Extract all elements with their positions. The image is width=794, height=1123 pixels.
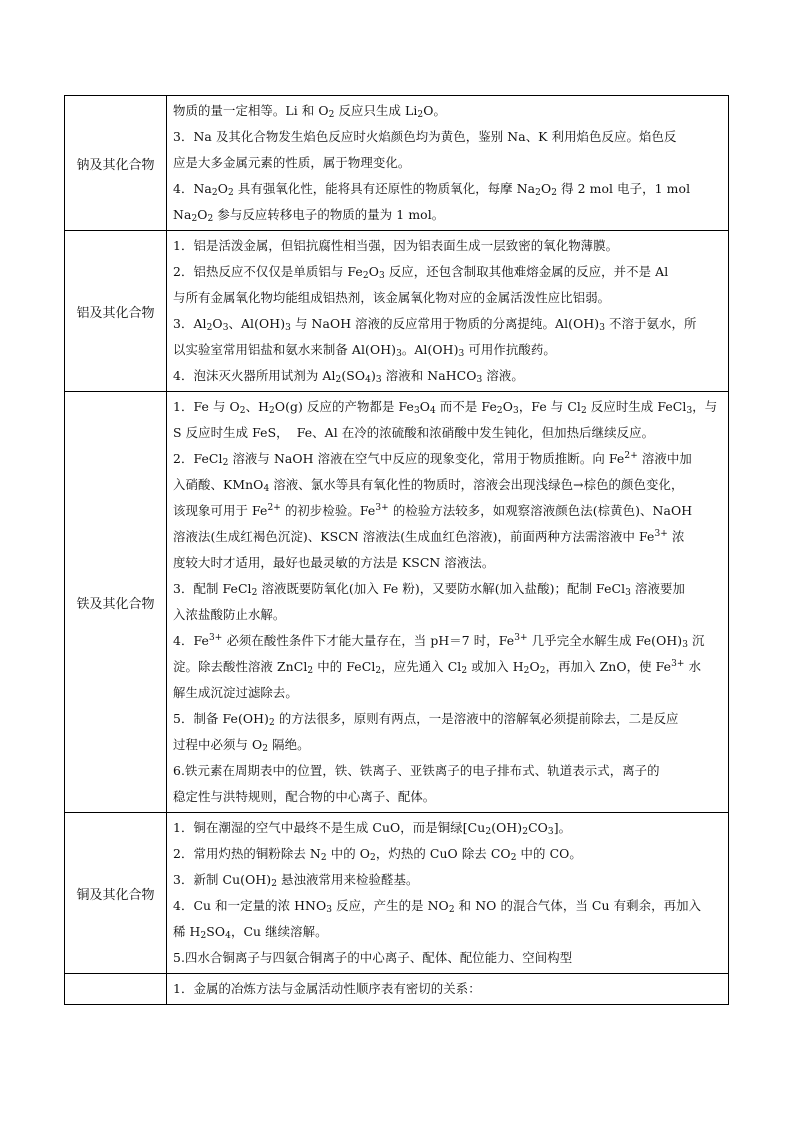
- content-line: 5.四水合铜离子与四氨合铜离子的中心离子、配体、配位能力、空间构型: [173, 950, 573, 965]
- content-line: 1．铝是活泼金属，但铝抗腐性相当强，因为铝表面生成一层致密的氧化物薄膜。: [173, 238, 619, 253]
- content-line: 溶液法(生成红褐色沉淀)、KSCN 溶液法(生成血红色溶液)，前面两种方法需溶液中 $Fe^{3+}$ 浓: [173, 529, 685, 544]
- content-line: 4．泡沫灭火器所用试剂为 $Al_2(SO_4)_3$ 溶液和 NaHCO$_3$ 溶液。: [173, 368, 524, 385]
- category-cell: 钠及其化合物: [65, 96, 167, 231]
- content-line: 稀 $H_2SO_4$，Cu 继续溶解。: [173, 924, 328, 941]
- content-line: 4．Cu 和一定量的浓 $HNO_3$ 反应，产生的是 $NO_2$ 和 NO 的混合气体，当 Cu 有剩余，再加入: [173, 898, 702, 915]
- table-body: [65, 96, 729, 1005]
- knowledge-table: [64, 95, 729, 1005]
- content-line: 2．铝热反应不仅仅是单质铝与 $Fe_2O_3$ 反应，还包含制取其他难熔金属的反应，并不是 Al: [173, 264, 669, 281]
- content-line: S 反应时生成 FeS， Fe、Al 在冷的浓硫酸和浓硝酸中发生钝化，但加热后继续反应。: [173, 425, 655, 440]
- content-line: 6.铁元素在周期表中的位置，铁、铁离子、亚铁离子的电子排布式、轨道表示式，离子的: [173, 763, 660, 778]
- content-line: 应是大多金属元素的性质，属于物理变化。: [173, 155, 411, 170]
- content-cell: [167, 96, 729, 231]
- table-row: [65, 96, 729, 231]
- category-cell: 铝及其化合物: [65, 231, 167, 392]
- content-line: 淀。除去酸性溶液 ZnCl$_2$ 中的 FeCl$_2$，应先通入 $Cl_2$ 或加入 $H_2O_2$，再加入 ZnO，使 $Fe^{3+}$ 水: [173, 659, 702, 676]
- content-cell: [167, 974, 729, 1005]
- content-line: 2．FeCl$_2$ 溶液与 NaOH 溶液在空气中反应的现象变化，常用于物质推断。向 $Fe^{2+}$ 溶液中加: [173, 451, 692, 468]
- content-line: 1．Fe 与 $O_2$、$H_2O(g)$ 反应的产物都是 $Fe_3O_4$ 而不是 $Fe_2O_3$，Fe 与 $Cl_2$ 反应时生成 FeCl$_3$，与: [173, 399, 718, 416]
- category-cell: 铜及其化合物: [65, 813, 167, 974]
- content-line: 3．$Al_2O_3$、$Al(OH)_3$ 与 NaOH 溶液的反应常用于物质的分离提纯。$Al(OH)_3$ 不溶于氨水，所: [173, 316, 697, 333]
- content-line: 与所有金属氧化物均能组成铝热剂，该金属氧化物对应的金属活泼性应比铝弱。: [173, 290, 611, 305]
- content-line: 1．铜在潮湿的空气中最终不是生成 CuO，而是铜绿$[Cu_2(OH)_2CO_3]$。: [173, 820, 572, 837]
- table-row: [65, 231, 729, 392]
- content-line: 过程中必须与 $O_2$ 隔绝。: [173, 737, 310, 754]
- content-line: 入浓盐酸防止水解。: [173, 607, 286, 622]
- table-row: [65, 974, 729, 1005]
- content-line: 4．$Na_2O_2$ 具有强氧化性，能将具有还原性的物质氧化，每摩 $Na_2O_2$ 得 2 mol 电子，1 mol: [173, 181, 691, 198]
- table-row: [65, 392, 729, 813]
- content-line: 1．金属的冶炼方法与金属活动性顺序表有密切的关系：: [173, 981, 481, 996]
- content-line: 5．制备 $Fe(OH)_2$ 的方法很多，原则有两点，一是溶液中的溶解氧必须提前除去，二是反应: [173, 711, 679, 728]
- content-line: 解生成沉淀过滤除去。: [173, 685, 298, 700]
- content-line: 3．新制 $Cu(OH)_2$ 悬浊液常用来检验醛基。: [173, 872, 419, 889]
- content-line: 以实验室常用铝盐和氨水来制备 $Al(OH)_3$。$Al(OH)_3$ 可用作抗酸药。: [173, 342, 556, 359]
- category-cell: [65, 974, 167, 1005]
- content-line: 3．Na 及其化合物发生焰色反应时火焰颜色均为黄色，鉴别 Na、K 利用焰色反应。焰色反: [173, 129, 677, 144]
- content-line: 度较大时才适用，最好也最灵敏的方法是 KSCN 溶液法。: [173, 555, 495, 570]
- content-line: 入硝酸、KMnO$_4$ 溶液、氯水等具有氧化性的物质时，溶液会出现浅绿色→棕色的颜色变化，: [173, 477, 684, 494]
- content-line: 该现象可用于 $Fe^{2+}$ 的初步检验。$Fe^{3+}$ 的检验方法较多，如观察溶液颜色法(棕黄色)、NaOH: [173, 503, 693, 518]
- content-cell: [167, 392, 729, 813]
- content-line: 2．常用灼热的铜粉除去 $N_2$ 中的 $O_2$，灼热的 CuO 除去 $CO_2$ 中的 CO。: [173, 846, 582, 863]
- content-cell: [167, 813, 729, 974]
- content-line: $Na_2O_2$ 参与反应转移电子的物质的量为 1 mol。: [173, 207, 445, 224]
- content-line: 稳定性与洪特规则，配合物的中心离子、配体。: [173, 789, 436, 804]
- content-line: 物质的量一定相等。Li 和 $O_2$ 反应只生成 $Li_2O$。: [173, 103, 446, 120]
- content-line: 4．$Fe^{3+}$ 必须在酸性条件下才能大量存在，当 pH＝7 时，$Fe^{3+}$ 几乎完全水解生成 $Fe(OH)_3$ 沉: [173, 633, 705, 650]
- category-cell: 铁及其化合物: [65, 392, 167, 813]
- content-line: 3．配制 FeCl$_2$ 溶液既要防氧化(加入 Fe 粉)，又要防水解(加入盐酸)；配制 FeCl$_3$ 溶液要加: [173, 581, 685, 598]
- content-cell: [167, 231, 729, 392]
- table-row: [65, 813, 729, 974]
